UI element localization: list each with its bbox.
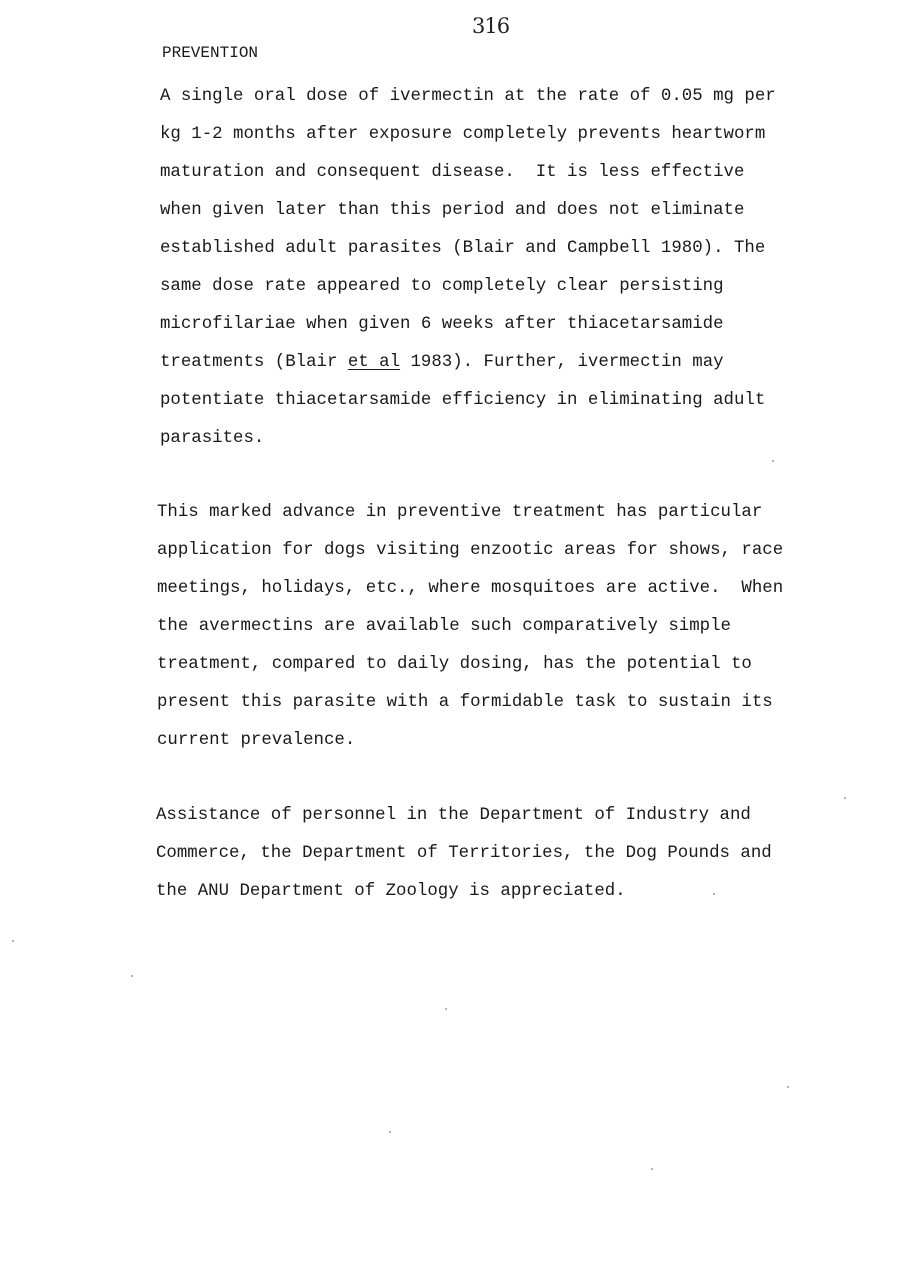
paragraph-preventive-treatment — [157, 494, 857, 760]
text-fragment: 1983). Further, ivermectin may — [400, 353, 724, 372]
scan-speck — [445, 1008, 447, 1010]
text-line: potentiate thiacetarsamide efficiency in eliminating adult — [160, 391, 766, 410]
text-line: microfilariae when given 6 weeks after thiacetarsamide — [160, 315, 724, 334]
text-line: current prevalence. — [157, 731, 356, 750]
text-fragment: treatments (Blair — [160, 353, 348, 372]
text-line: the avermectins are available such comparatively simple — [157, 617, 731, 636]
scan-speck — [772, 460, 774, 462]
text-line: when given later than this period and does not eliminate — [160, 201, 745, 220]
text-line: This marked advance in preventive treatment has particular — [157, 503, 763, 522]
scan-speck — [651, 1168, 653, 1170]
paragraph-acknowledgements — [156, 797, 856, 911]
section-heading: PREVENTION — [162, 44, 259, 62]
text-line: maturation and consequent disease. It is less effective — [160, 163, 745, 182]
text-line: the ANU Department of Zoology is appreciated. — [156, 882, 626, 901]
scan-speck — [131, 975, 133, 977]
scan-speck — [389, 1131, 391, 1133]
underlined-citation: et al — [347, 353, 401, 372]
text-line: A single oral dose of ivermectin at the rate of 0.05 mg per — [160, 87, 776, 106]
paragraph-prevention — [160, 78, 860, 458]
text-line: application for dogs visiting enzootic areas for shows, race — [157, 541, 784, 560]
scan-speck — [844, 797, 846, 799]
text-line: kg 1-2 months after exposure completely prevents heartworm — [160, 125, 766, 144]
text-line: parasites. — [160, 429, 265, 448]
text-line: established adult parasites (Blair and Campbell 1980). The — [160, 239, 766, 258]
scan-speck — [713, 893, 715, 895]
text-line: meetings, holidays, etc., where mosquitoes are active. When — [157, 579, 784, 598]
scan-speck — [787, 1086, 789, 1088]
text-line — [160, 344, 860, 382]
page-number: 316 — [472, 14, 510, 38]
text-line: same dose rate appeared to completely clear persisting — [160, 277, 724, 296]
scan-speck — [12, 940, 14, 942]
text-line: Assistance of personnel in the Department of Industry and — [156, 806, 751, 825]
text-line: treatment, compared to daily dosing, has the potential to — [157, 655, 752, 674]
text-line: present this parasite with a formidable task to sustain its — [157, 693, 773, 712]
text-line: Commerce, the Department of Territories, the Dog Pounds and — [156, 844, 772, 863]
